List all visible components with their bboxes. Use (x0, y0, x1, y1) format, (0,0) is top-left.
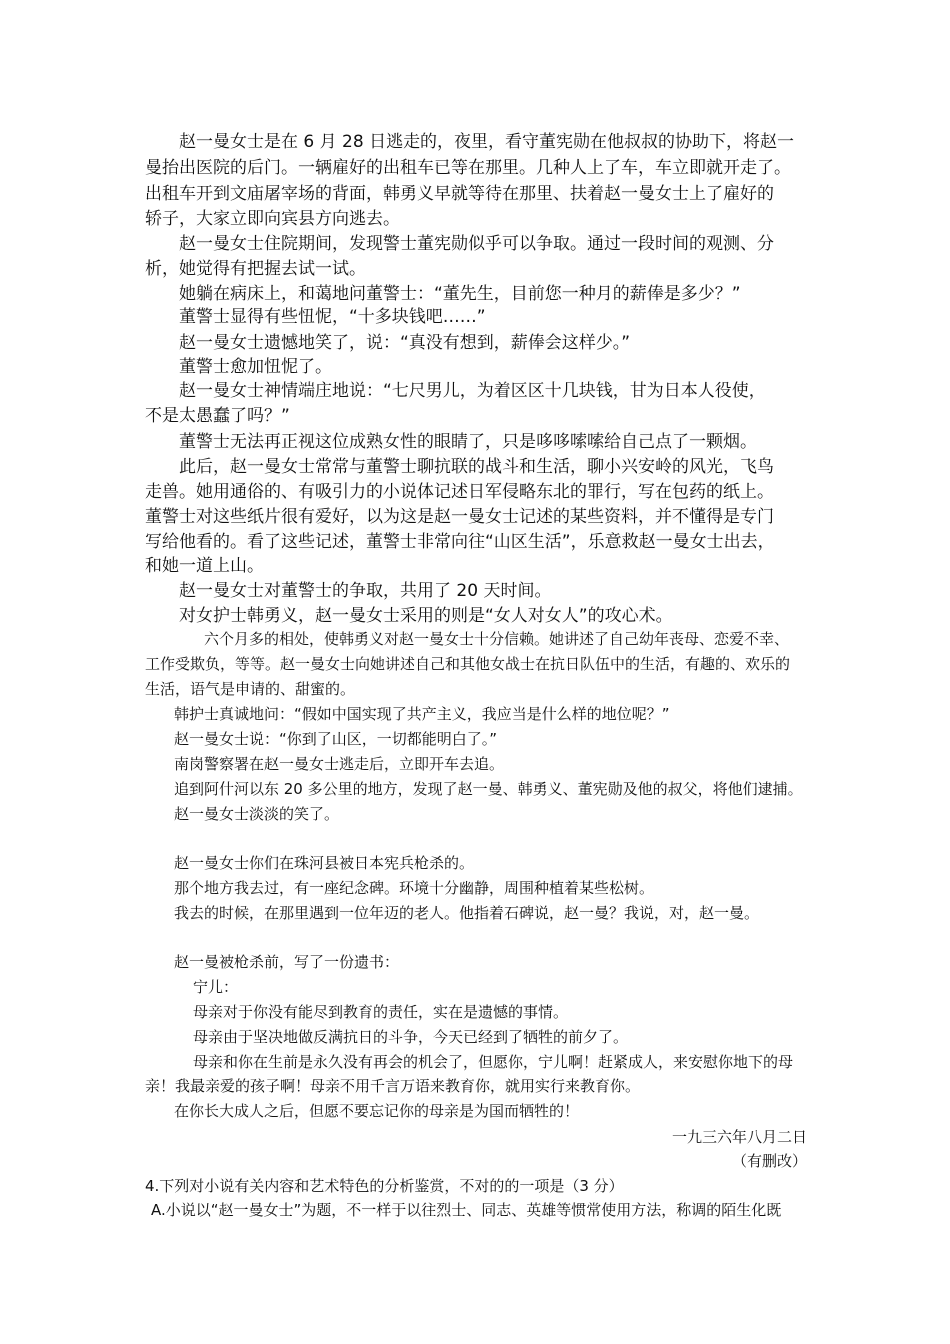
text-line: 董警士显得有些忸怩，“十多块钱吧……” (179, 307, 486, 327)
text-line: 赵一曼女士遗憾地笑了，说：“真没有想到，薪俸会这样少。” (179, 333, 631, 353)
question-title: 4.下列对小说有关内容和艺术特色的分析鉴赏，不对的的一项是（3 分） (145, 1177, 624, 1195)
text-line: 赵一曼女士淡淡的笑了。 (174, 805, 340, 823)
text-line: 母亲由于坚决地做反满抗日的斗争，今天已经到了牺牲的前夕了。 (193, 1028, 629, 1046)
text-line: 赵一曼女士说：“你到了山区，一切都能明白了。” (174, 730, 498, 748)
text-line: 赵一曼被枪杀前，写了一份遗书： (174, 953, 400, 971)
text-line: 赵一曼女士是在 6 月 28 日逃走的，夜里，看守董宪勋在他叔叔的协助下，将赵一 (179, 132, 795, 152)
text-line: 董警士愈加忸怩了。 (179, 357, 332, 377)
text-line: 董警士对这些纸片很有爱好，以为这是赵一曼女士记述的某些资料，并不懂得是专门 (145, 507, 774, 527)
option-a: A.小说以“赵一曼女士”为题，不一样于以往烈士、同志、英雄等惯常使用方法，称调的陌生化既 (151, 1201, 782, 1219)
text-line: 曼抬出医院的后门。一辆雇好的出租车已等在那里。几种人上了车，车立即就开走了。 (145, 158, 791, 178)
text-line: 宁儿： (193, 978, 239, 996)
text-line: 写给他看的。看了这些记述，董警士非常向往“山区生活”，乐意救赵一曼女士出去， (145, 532, 775, 552)
text-line: 我去的时候，在那里遇到一位年迈的老人。他指着石碑说，赵一曼？我说，对，赵一曼。 (174, 904, 760, 922)
text-line: 赵一曼女士神情端庄地说：“七尺男儿，为着区区十几块钱，甘为日本人役使， (179, 381, 766, 401)
letter-date: 一九三六年八月二日 (671, 1128, 807, 1146)
text-line: 析，她觉得有把握去试一试。 (145, 259, 366, 279)
text-line: 对女护士韩勇义，赵一曼女士采用的则是“女人对女人”的攻心术。 (179, 606, 673, 626)
text-line: 追到阿什河以东 20 多公里的地方，发现了赵一曼、韩勇义、董宪勋及他的叔父，将他们逮捕。 (174, 780, 803, 798)
text-line: 母亲对于你没有能尽到教育的责任，实在是遗憾的事情。 (193, 1003, 569, 1021)
text-line: 赵一曼女士你们在珠河县被日本宪兵枪杀的。 (174, 854, 475, 872)
text-line: 那个地方我去过，有一座纪念碑。环境十分幽静，周围种植着某些松树。 (174, 879, 655, 897)
text-line: 亲！我最亲爱的孩子啊！母亲不用千言万语来教育你，就用实行来教育你。 (145, 1077, 641, 1095)
text-line: 此后，赵一曼女士常常与董警士聊抗联的战斗和生活，聊小兴安岭的风光，飞鸟 (179, 457, 774, 477)
edit-note: （有删改） (731, 1152, 807, 1170)
text-line: 赵一曼女士住院期间，发现警士董宪勋似乎可以争取。通过一段时间的观测、分 (179, 234, 774, 254)
text-line: 走兽。她用通俗的、有吸引力的小说体记述日军侵略东北的罪行，写在包药的纸上。 (145, 482, 774, 502)
text-line: 赵一曼女士对董警士的争取，共用了 20 天时间。 (179, 581, 552, 601)
text-line: 在你长大成人之后，但愿不要忘记你的母亲是为国而牺牲的！ (174, 1102, 580, 1120)
text-line: 不是太愚蠢了吗？” (145, 406, 290, 426)
text-line: 南岗警察署在赵一曼女士逃走后，立即开车去追。 (174, 755, 505, 773)
text-line: 轿子，大家立即向宾县方向逃去。 (145, 209, 400, 229)
text-line: 董警士无法再正视这位成熟女性的眼睛了，只是哆哆嗦嗦给自己点了一颗烟。 (179, 432, 757, 452)
text-line: 韩护士真诚地问：“假如中国实现了共产主义，我应当是什么样的地位呢？” (174, 705, 670, 723)
text-line: 出租车开到文庙屠宰场的背面，韩勇义早就等待在那里、扶着赵一曼女士上了雇好的 (145, 184, 774, 204)
text-line: 生活，语气是申请的、甜蜜的。 (145, 680, 356, 698)
text-line: 六个月多的相处，使韩勇义对赵一曼女士十分信赖。她讲述了自己幼年丧母、恋爱不幸、 (204, 630, 790, 648)
text-line: 母亲和你在生前是永久没有再会的机会了，但愿你，宁儿啊！赶紧成人，来安慰你地下的母 (193, 1053, 794, 1071)
text-line: 她躺在病床上，和蔼地问董警士：“董先生，目前您一种月的薪俸是多少？” (179, 284, 741, 304)
text-line: 工作受欺负，等等。赵一曼女士向她讲述自己和其他女战士在抗日队伍中的生活，有趣的、欢乐的 (145, 655, 791, 673)
text-line: 和她一道上山。 (145, 556, 264, 576)
